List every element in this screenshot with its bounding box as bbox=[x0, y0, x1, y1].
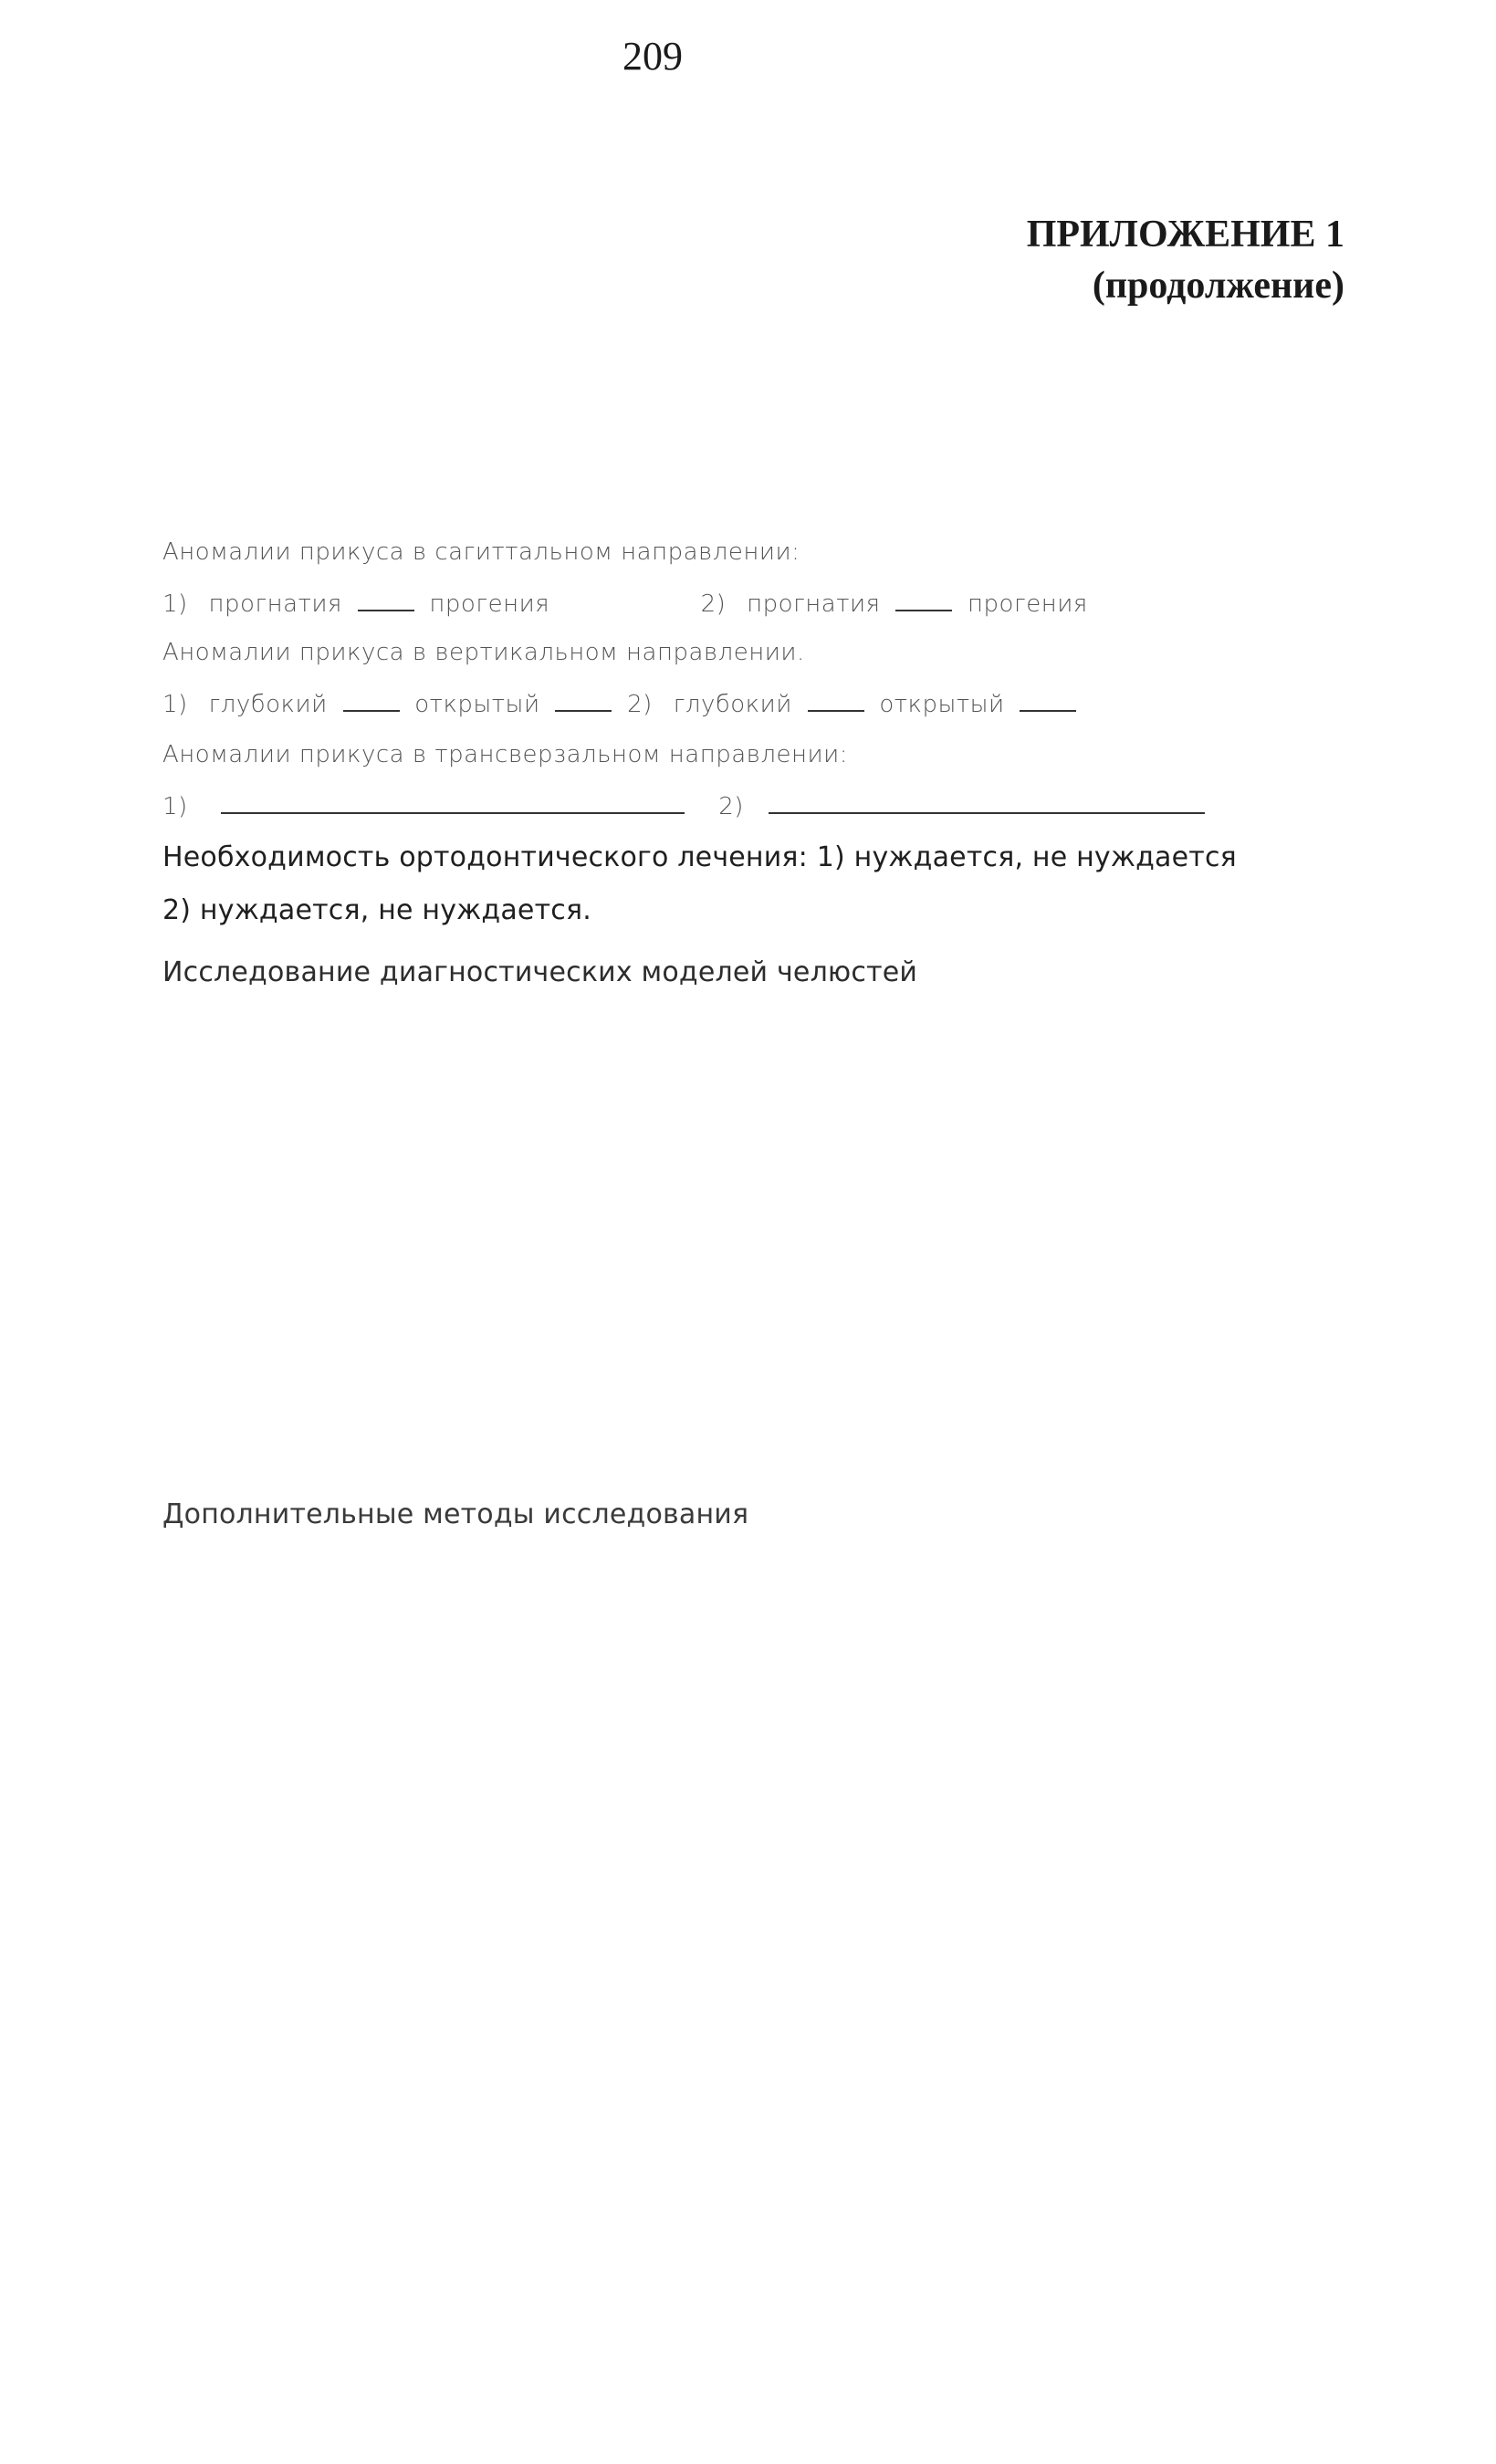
vertical-opt1-blank-b[interactable] bbox=[555, 690, 612, 712]
sagittal-opt2-number: 2) bbox=[700, 590, 727, 618]
extra-methods-heading: Дополнительные методы исследования bbox=[162, 1498, 749, 1530]
vertical-opt1-number: 1) bbox=[162, 691, 188, 718]
treatment-need-line-2: 2) нуждается, не нуждается. bbox=[162, 894, 591, 926]
sagittal-opt1-blank[interactable] bbox=[358, 590, 414, 611]
transversal-opt1-number: 1) bbox=[162, 793, 188, 820]
vertical-opt2-number: 2) bbox=[627, 691, 653, 718]
page-number: 209 bbox=[622, 34, 683, 78]
transversal-opt2-blank[interactable] bbox=[769, 792, 1205, 814]
vertical-opt2-blank-b[interactable] bbox=[1020, 690, 1076, 712]
sagittal-options-row bbox=[162, 590, 1088, 618]
vertical-opt2-a: глубокий bbox=[673, 691, 792, 718]
sagittal-opt1-a: прогнатия bbox=[208, 590, 342, 618]
transversal-opt1-blank[interactable] bbox=[221, 792, 685, 814]
transversal-opt2-number: 2) bbox=[718, 793, 744, 820]
sagittal-opt2-b: прогения bbox=[968, 590, 1088, 618]
treatment-need-line-1: Необходимость ортодонтического лечения: 1) нуждается, не нуждается bbox=[162, 841, 1237, 873]
vertical-options-row bbox=[162, 690, 1083, 718]
appendix-title: ПРИЛОЖЕНИЕ 1 bbox=[1026, 214, 1344, 256]
vertical-heading: Аномалии прикуса в вертикальном направлении. bbox=[162, 639, 805, 666]
sagittal-opt2-blank[interactable] bbox=[895, 590, 952, 611]
sagittal-opt2-a: прогнатия bbox=[747, 590, 881, 618]
vertical-opt1-a: глубокий bbox=[208, 691, 328, 718]
transversal-heading: Аномалии прикуса в трансверзальном направлении: bbox=[162, 741, 848, 768]
vertical-opt1-b: открытый bbox=[414, 691, 540, 718]
sagittal-opt1-number: 1) bbox=[162, 590, 188, 618]
models-heading: Исследование диагностических моделей челюстей bbox=[162, 956, 918, 988]
vertical-opt1-blank-a[interactable] bbox=[343, 690, 400, 712]
transversal-options-row bbox=[162, 792, 1212, 820]
sagittal-heading: Аномалии прикуса в сагиттальном направлении: bbox=[162, 538, 800, 566]
sagittal-opt1-b: прогения bbox=[429, 590, 550, 618]
vertical-opt2-b: открытый bbox=[879, 691, 1005, 718]
appendix-subtitle: (продолжение) bbox=[1092, 265, 1344, 307]
vertical-opt2-blank-a[interactable] bbox=[808, 690, 864, 712]
